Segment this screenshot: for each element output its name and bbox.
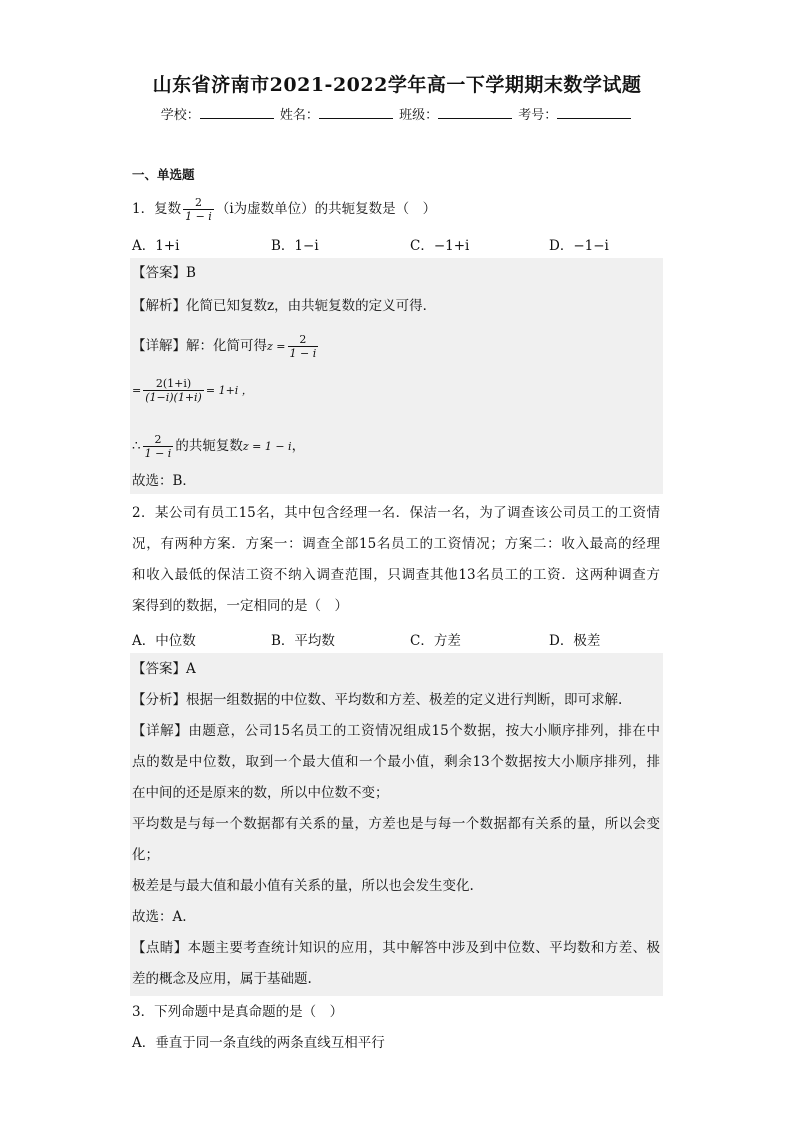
exam-number-label: 考号： bbox=[518, 108, 558, 123]
q1-detail-prefix: 【详解】解：化简可得 bbox=[132, 338, 267, 354]
q1-step2-den: (1−i)(1+i) bbox=[145, 391, 202, 404]
q1-detail-frac-num: 2 bbox=[288, 333, 319, 347]
q1-answer: 【答案】B bbox=[132, 265, 196, 281]
q1-step3-suffix: 的共轭复数 bbox=[175, 438, 243, 454]
q3-stem: 3．下列命题中是真命题的是（ ） bbox=[132, 1004, 344, 1020]
q2-stem-line-1: 2．某公司有员工15名，其中包含经理一名．保洁一名，为了调查该公司员工的工资情 bbox=[132, 505, 660, 521]
q1-step2 bbox=[132, 377, 253, 404]
section-heading: 一、单选题 bbox=[132, 167, 195, 182]
school-label: 学校： bbox=[160, 108, 200, 123]
q1-step3-fraction bbox=[143, 433, 174, 460]
q2-detail-line-7: 故选：A. bbox=[132, 909, 187, 925]
class-label: 班级： bbox=[399, 108, 439, 123]
q1-detail-frac-den: 1 − i bbox=[289, 347, 317, 360]
q1-suffix: （i为虚数单位）的共轭复数是（ ） bbox=[215, 201, 437, 217]
q2-detail-line-4: 平均数是与每一个数据都有关系的量，方差也是与每一个数据都有关系的量，所以会变 bbox=[132, 816, 660, 832]
q2-detail-line-3: 在中间的还是原来的数，所以中位数不变； bbox=[132, 785, 389, 801]
question-1-stem bbox=[132, 196, 436, 223]
q1-detail-fraction bbox=[288, 333, 319, 360]
q1-step3-end: ， bbox=[291, 438, 306, 454]
q2-detail-line-6: 极差是与最大值和最小值有关系的量，所以也会发生变化. bbox=[132, 878, 474, 894]
q1-frac-num: 2 bbox=[183, 196, 214, 210]
q2-stem-line-2: 况，有两种方案．方案一：调查全部15名员工的工资情况；方案二：收入最高的经理 bbox=[132, 536, 660, 552]
exam-number-blank bbox=[557, 106, 631, 119]
q1-option-c: C．−1+i bbox=[410, 238, 470, 254]
q2-option-d: D．极差 bbox=[549, 633, 601, 649]
q2-detail-line-2: 点的数是中位数，取到一个最大值和一个最小值，剩余13个数据按大小顺序排列，排 bbox=[132, 754, 660, 770]
q1-step2-fraction bbox=[143, 377, 204, 404]
q1-step3-den: 1 − i bbox=[144, 447, 172, 460]
q2-option-b: B．平均数 bbox=[271, 633, 335, 649]
name-label: 姓名： bbox=[279, 108, 319, 123]
q1-option-a: A．1+i bbox=[132, 238, 180, 254]
q2-answer: 【答案】A bbox=[132, 661, 196, 677]
page-title: 山东省济南市2021-2022学年高一下学期期末数学试题 bbox=[152, 74, 642, 96]
q1-step2-suffix: = 1+i ， bbox=[205, 384, 253, 397]
school-blank bbox=[200, 106, 274, 119]
class-blank bbox=[438, 106, 512, 119]
q1-step2-num: 2(1+i) bbox=[143, 377, 204, 391]
q2-analysis: 【分析】根据一组数据的中位数、平均数和方差、极差的定义进行判断，即可求解. bbox=[132, 692, 623, 708]
q2-option-a: A．中位数 bbox=[132, 633, 196, 649]
q1-frac-den: 1 − i bbox=[185, 210, 212, 223]
q2-detail-line-1: 【详解】由题意，公司15名员工的工资情况组成15个数据，按大小顺序排列，排在中 bbox=[132, 723, 660, 739]
q1-fraction bbox=[183, 196, 214, 223]
q2-detail-line-8: 【点睛】本题主要考查统计知识的应用，其中解答中涉及到中位数、平均数和方差、极 bbox=[132, 940, 660, 956]
q1-detail-z: z = bbox=[267, 340, 286, 353]
q1-detail bbox=[132, 333, 320, 360]
q1-step2-prefix: = bbox=[132, 384, 142, 397]
q2-option-c: C．方差 bbox=[410, 633, 461, 649]
q2-detail-line-9: 差的概念及应用，属于基础题. bbox=[132, 971, 312, 987]
q1-option-d: D．−1−i bbox=[549, 238, 609, 254]
student-info-line bbox=[0, 104, 794, 123]
q1-choose: 故选：B． bbox=[132, 473, 196, 489]
q3-option-a: A．垂直于同一条直线的两条直线互相平行 bbox=[132, 1035, 385, 1051]
q1-step3-z: z = 1 − i bbox=[242, 440, 292, 453]
q1-step3-prefix: ∴ bbox=[132, 438, 141, 454]
q1-step3-num: 2 bbox=[143, 433, 174, 447]
q1-option-b: B．1−i bbox=[271, 238, 319, 254]
q1-prefix: 1．复数 bbox=[132, 201, 182, 217]
q2-stem-line-4: 案得到的数据，一定相同的是（ ） bbox=[132, 598, 348, 614]
q1-step3 bbox=[132, 433, 305, 460]
q2-stem-line-3: 和收入最低的保洁工资不纳入调查范围，只调查其他13名员工的工资．这两种调查方 bbox=[132, 567, 660, 583]
q2-detail-line-5: 化； bbox=[132, 847, 159, 863]
name-blank bbox=[319, 106, 393, 119]
q1-analysis: 【解析】化简已知复数z，由共轭复数的定义可得． bbox=[132, 298, 437, 314]
